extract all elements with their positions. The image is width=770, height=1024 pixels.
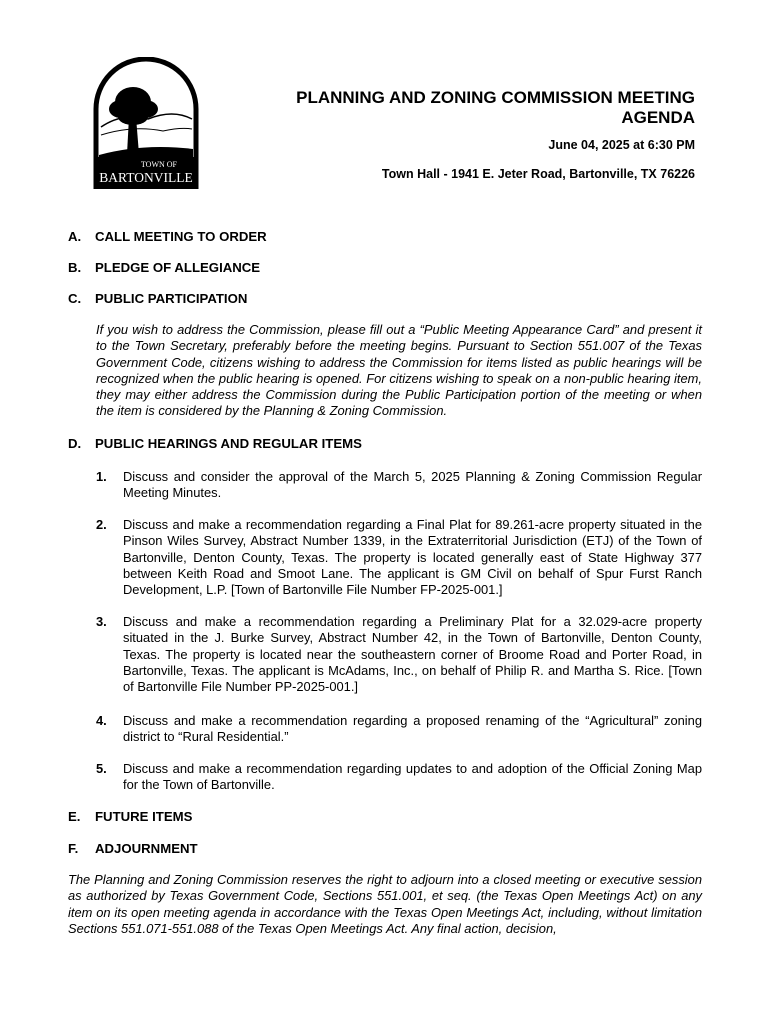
item-number: 5. [96, 761, 107, 776]
page-title [255, 88, 695, 128]
section-letter: B. [68, 260, 82, 275]
item-text: Discuss and make a recommendation regarding a Preliminary Plat for a 32.029-acre property situated in the J. Burke Survey, Abstract Number 42, in the Town of Bartonville, Denton County, Texas. The property is located near the southeastern corner of Broome Road and Porter Road, in Bartonville, Texas. The applicant is McAdams, Inc., on behalf of Philip R. and Martha S. Rice. [Town of Bartonville File Number PP-2025-001.] [123, 614, 702, 695]
section-title: PLEDGE OF ALLEGIANCE [95, 260, 261, 275]
section-letter: E. [68, 809, 81, 824]
logo-text-top: TOWN OF [140, 160, 177, 169]
section-letter: D. [68, 436, 82, 451]
meeting-date: June 04, 2025 at 6:30 PM [548, 138, 695, 152]
section-e-heading [68, 809, 192, 824]
section-title: PUBLIC HEARINGS AND REGULAR ITEMS [95, 436, 362, 451]
item-number: 2. [96, 517, 107, 532]
section-a-heading [68, 229, 267, 244]
section-b-heading [68, 260, 260, 275]
title-line-2: AGENDA [621, 108, 695, 127]
closed-session-notice: The Planning and Zoning Commission reserves the right to adjourn into a closed meeting or executive session as authorized by Texas Government Code, Sections 551.001, et seq. (the Texas Open Meetings Act) on any item on its open meeting agenda in accordance with the Texas Open Meetings Act, including, without limitation Sections 551.071-551.088 of the Texas Open Meetings Act. Any final action, decision, [68, 872, 702, 936]
town-logo [93, 57, 199, 189]
section-d-heading [68, 436, 362, 451]
item-text: Discuss and make a recommendation regarding updates to and adoption of the Official Zoning Map for the Town of Bartonville. [123, 761, 702, 793]
item-text: Discuss and make a recommendation regarding a Final Plat for 89.261-acre property situated in the Pinson Wiles Survey, Abstract Number 1339, in the Extraterritorial Jurisdiction (ETJ) of the Town of Bartonville, Denton County, Texas. The property is located generally east of State Highway 377 between Keith Road and Smoot Lane. The applicant is GM Civil on behalf of Spur Furst Ranch Development, L.P. [Town of Bartonville File Number FP-2025-001.] [123, 517, 702, 598]
item-text: Discuss and consider the approval of the March 5, 2025 Planning & Zoning Commission Regular Meeting Minutes. [123, 469, 702, 501]
title-line-1: PLANNING AND ZONING COMMISSION MEETING [296, 88, 695, 107]
section-title: ADJOURNMENT [95, 841, 198, 856]
section-c-heading [68, 291, 247, 306]
section-letter: F. [68, 841, 79, 856]
item-text: Discuss and make a recommendation regarding a proposed renaming of the “Agricultural” zoning district to “Rural Residential.” [123, 713, 702, 745]
section-f-heading [68, 841, 198, 856]
section-title: CALL MEETING TO ORDER [95, 229, 267, 244]
meeting-location: Town Hall - 1941 E. Jeter Road, Bartonville, TX 76226 [381, 167, 695, 181]
section-title: FUTURE ITEMS [95, 809, 193, 824]
item-number: 4. [96, 713, 107, 728]
logo-text-bottom: BARTONVILLE [99, 170, 193, 185]
section-letter: C. [68, 291, 82, 306]
section-title: PUBLIC PARTICIPATION [95, 291, 248, 306]
item-number: 1. [96, 469, 107, 484]
item-number: 3. [96, 614, 107, 629]
section-letter: A. [68, 229, 82, 244]
public-participation-text: If you wish to address the Commission, please fill out a “Public Meeting Appearance Card” and present it to the Town Secretary, preferably before the meeting begins. Pursuant to Section 551.007 of the Texas Government Code, citizens wishing to address the Commission for items listed as public hearings will be recognized when the public hearing is opened. For citizens wishing to speak on a non-public hearing item, they may either address the Commission during the Public Participation portion of the meeting or when the item is considered by the Planning & Zoning Commission. [96, 322, 702, 419]
